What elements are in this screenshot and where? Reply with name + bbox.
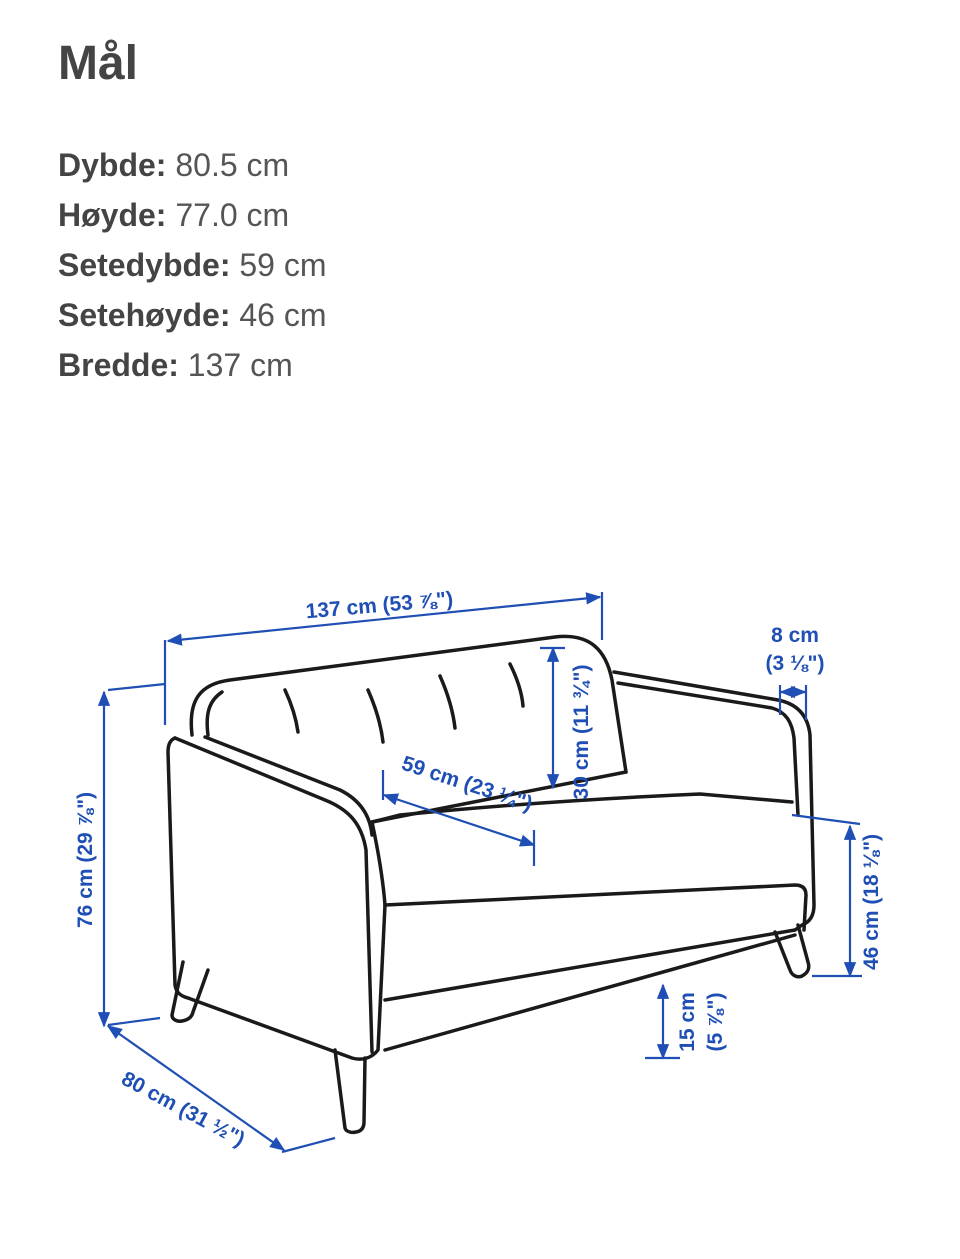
page-title: Mål xyxy=(58,37,139,90)
sofa-back-inner-left xyxy=(207,692,222,735)
sofa-front-rail-bottom xyxy=(385,935,795,1050)
sofa-leg-back-left xyxy=(172,962,208,1021)
spec-value: 59 cm xyxy=(239,247,327,283)
spec-value: 77.0 cm xyxy=(175,197,290,233)
sofa-tuft-3 xyxy=(440,676,455,728)
sofa-tuft-2 xyxy=(368,690,383,742)
label-depth: 80 cm (31 ½") xyxy=(117,1067,249,1152)
spec-label: Bredde: xyxy=(58,347,179,383)
spec-value: 80.5 cm xyxy=(175,147,290,183)
sofa-dimension-diagram xyxy=(0,540,960,1220)
label-back-height: 30 cm (11 ¾") xyxy=(570,664,593,800)
spec-label: Setedybde: xyxy=(58,247,231,283)
spec-value: 137 cm xyxy=(187,347,293,383)
spec-depth xyxy=(58,140,327,190)
spec-label: Setehøyde: xyxy=(58,297,231,333)
label-leg-height-cm: 15 cm xyxy=(676,992,699,1052)
sofa-left-arm xyxy=(168,738,385,1059)
spec-label: Høyde: xyxy=(58,197,167,233)
sofa-tuft-4 xyxy=(510,664,523,706)
dimension-list xyxy=(58,140,327,390)
sofa-seat-front xyxy=(385,885,806,930)
spec-value: 46 cm xyxy=(239,297,327,333)
label-height: 76 cm (29 ⅞") xyxy=(74,791,97,929)
spec-width xyxy=(58,340,327,390)
label-arm-width-cm: 8 cm xyxy=(771,624,819,647)
label-seat-height: 46 cm (18 ⅛") xyxy=(860,833,883,971)
sofa-front-rail xyxy=(385,930,795,1000)
spec-seat-depth xyxy=(58,240,327,290)
label-seat-depth: 59 cm (23 ¼") xyxy=(398,751,536,816)
sofa-drawing xyxy=(168,636,814,1132)
spec-height xyxy=(58,190,327,240)
sofa-tuft-1 xyxy=(285,690,298,732)
label-arm-width-in: (3 ⅛") xyxy=(765,652,825,675)
label-leg-height-in: (5 ⅞") xyxy=(704,992,727,1052)
sofa-seat-front-top xyxy=(372,822,385,905)
dimension-lines xyxy=(104,592,862,1152)
spec-seat-height xyxy=(58,290,327,340)
sofa-leg-front-left xyxy=(335,1050,365,1132)
label-width: 137 cm (53 ⅞") xyxy=(304,587,455,624)
spec-label: Dybde: xyxy=(58,147,167,183)
sofa-back xyxy=(191,636,626,772)
dimension-labels xyxy=(74,588,883,1152)
